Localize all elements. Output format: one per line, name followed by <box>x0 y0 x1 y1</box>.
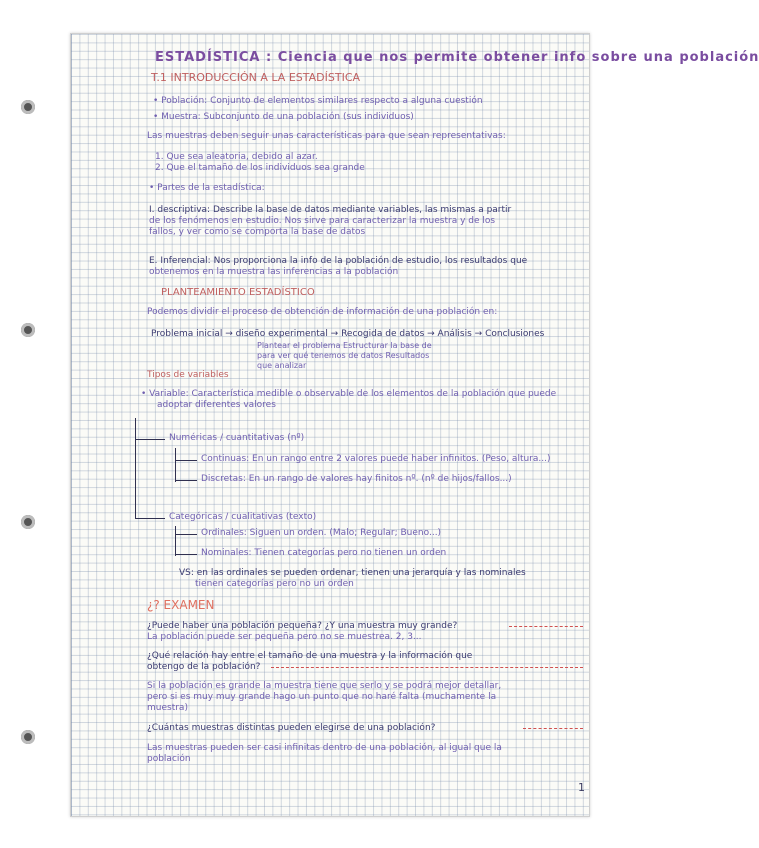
note-line: • Muestra: Subconjunto de una población (sus individuos) <box>153 112 414 122</box>
variable-subtype: Ordinales: Siguen un orden. (Malo; Regular; Bueno...) <box>201 528 442 538</box>
tree-branch <box>135 518 165 519</box>
exam-heading: ¿? EXAMEN <box>147 598 215 612</box>
page-number: 1 <box>578 781 585 794</box>
exam-question: ¿Cuántas muestras distintas pueden elegirse de una población? <box>147 723 436 733</box>
binder-hole <box>21 100 35 114</box>
exam-answer: población <box>147 754 191 764</box>
tree-branch <box>175 534 197 535</box>
note-line: obtenemos en la muestra las inferencias a la población <box>149 267 399 277</box>
tree-branch <box>175 526 176 556</box>
exam-answer: Las muestras pueden ser casi infinitas dentro de una población, al igual que la <box>147 743 502 753</box>
note-line: adoptar diferentes valores <box>157 400 276 410</box>
variable-subtype: Discretas: En un rango de valores hay finitos nº. (nº de hijos/fallos...) <box>201 474 512 484</box>
variable-type: Categóricas / cualitativas (texto) <box>169 512 317 522</box>
process-flow: Problema inicial → diseño experimental → Recogida de datos → Análisis → Conclusiones <box>151 329 545 339</box>
note-line: de los fenómenos en estudio. Nos sirve para caracterizar la muestra y de los <box>149 216 496 226</box>
variable-type: Numéricas / cuantitativas (nº) <box>169 433 305 443</box>
tree-branch <box>175 480 197 481</box>
binder-hole <box>21 515 35 529</box>
underline <box>509 626 583 627</box>
note-line: 1. Que sea aleatoria, debido al azar. <box>155 152 318 162</box>
section-heading: Tipos de variables <box>147 370 229 380</box>
note-line: 2. Que el tamaño de los individuos sea grande <box>155 163 365 173</box>
note-line: • Variable: Característica medible o observable de los elementos de la población que puede <box>141 389 557 399</box>
tree-branch <box>135 418 136 518</box>
comparison-note: tienen categorías pero no un orden <box>195 579 354 589</box>
tree-branch <box>175 448 176 482</box>
note-line: Las muestras deben seguir unas características para que sean representativas: <box>147 131 506 141</box>
binder-hole <box>21 730 35 744</box>
process-note: para ver qué tenemos de datos Resultados <box>257 351 430 360</box>
exam-question: obtengo de la población? <box>147 662 261 672</box>
exam-answer: pero si es muy muy grande hago un punto que no haré falta (muchamente la <box>147 692 497 702</box>
tree-branch <box>135 439 165 440</box>
variable-subtype: Nominales: Tienen categorías pero no tienen un orden <box>201 548 447 558</box>
exam-answer: muestra) <box>147 703 188 713</box>
chapter-heading: T.1 INTRODUCCIÓN A LA ESTADÍSTICA <box>151 71 361 84</box>
exam-answer: La población puede ser pequeña pero no se muestrea. 2, 3... <box>147 632 422 642</box>
note-line: • Partes de la estadística: <box>149 183 265 193</box>
exam-answer: Si la población es grande la muestra tiene que serlo y se podrá mejor detallar, <box>147 681 502 691</box>
tree-branch <box>175 554 197 555</box>
note-line: • Población: Conjunto de elementos similares respecto a alguna cuestión <box>153 96 483 106</box>
note-line: I. descriptiva: Describe la base de datos mediante variables, las mismas a partir <box>149 205 512 215</box>
note-line: fallos, y ver como se comporta la base de datos <box>149 227 366 237</box>
section-heading: PLANTEAMIENTO ESTADÍSTICO <box>161 287 315 298</box>
variable-subtype: Continuas: En un rango entre 2 valores puede haber infinitos. (Peso, altura...) <box>201 454 551 464</box>
exam-question: ¿Puede haber una población pequeña? ¿Y una muestra muy grande? <box>147 621 458 631</box>
page-margin <box>71 34 72 816</box>
exam-question: ¿Qué relación hay entre el tamaño de una muestra y la información que <box>147 651 473 661</box>
tree-branch <box>175 460 197 461</box>
note-line: E. Inferencial: Nos proporciona la info de la población de estudio, los resultados que <box>149 256 528 266</box>
note-line: Podemos dividir el proceso de obtención de información de una población en: <box>147 307 498 317</box>
underline <box>271 667 583 668</box>
process-note: Plantear el problema Estructurar la base de <box>257 341 432 350</box>
comparison-note: VS: en las ordinales se pueden ordenar, tienen una jerarquía y las nominales <box>179 568 526 578</box>
underline <box>523 728 583 729</box>
process-note: que analizar <box>257 361 307 370</box>
notebook-page <box>70 33 759 817</box>
binder-hole <box>21 323 35 337</box>
page-title-line: ESTADÍSTICA : Ciencia que nos permite obtener info sobre una población <box>155 50 759 65</box>
